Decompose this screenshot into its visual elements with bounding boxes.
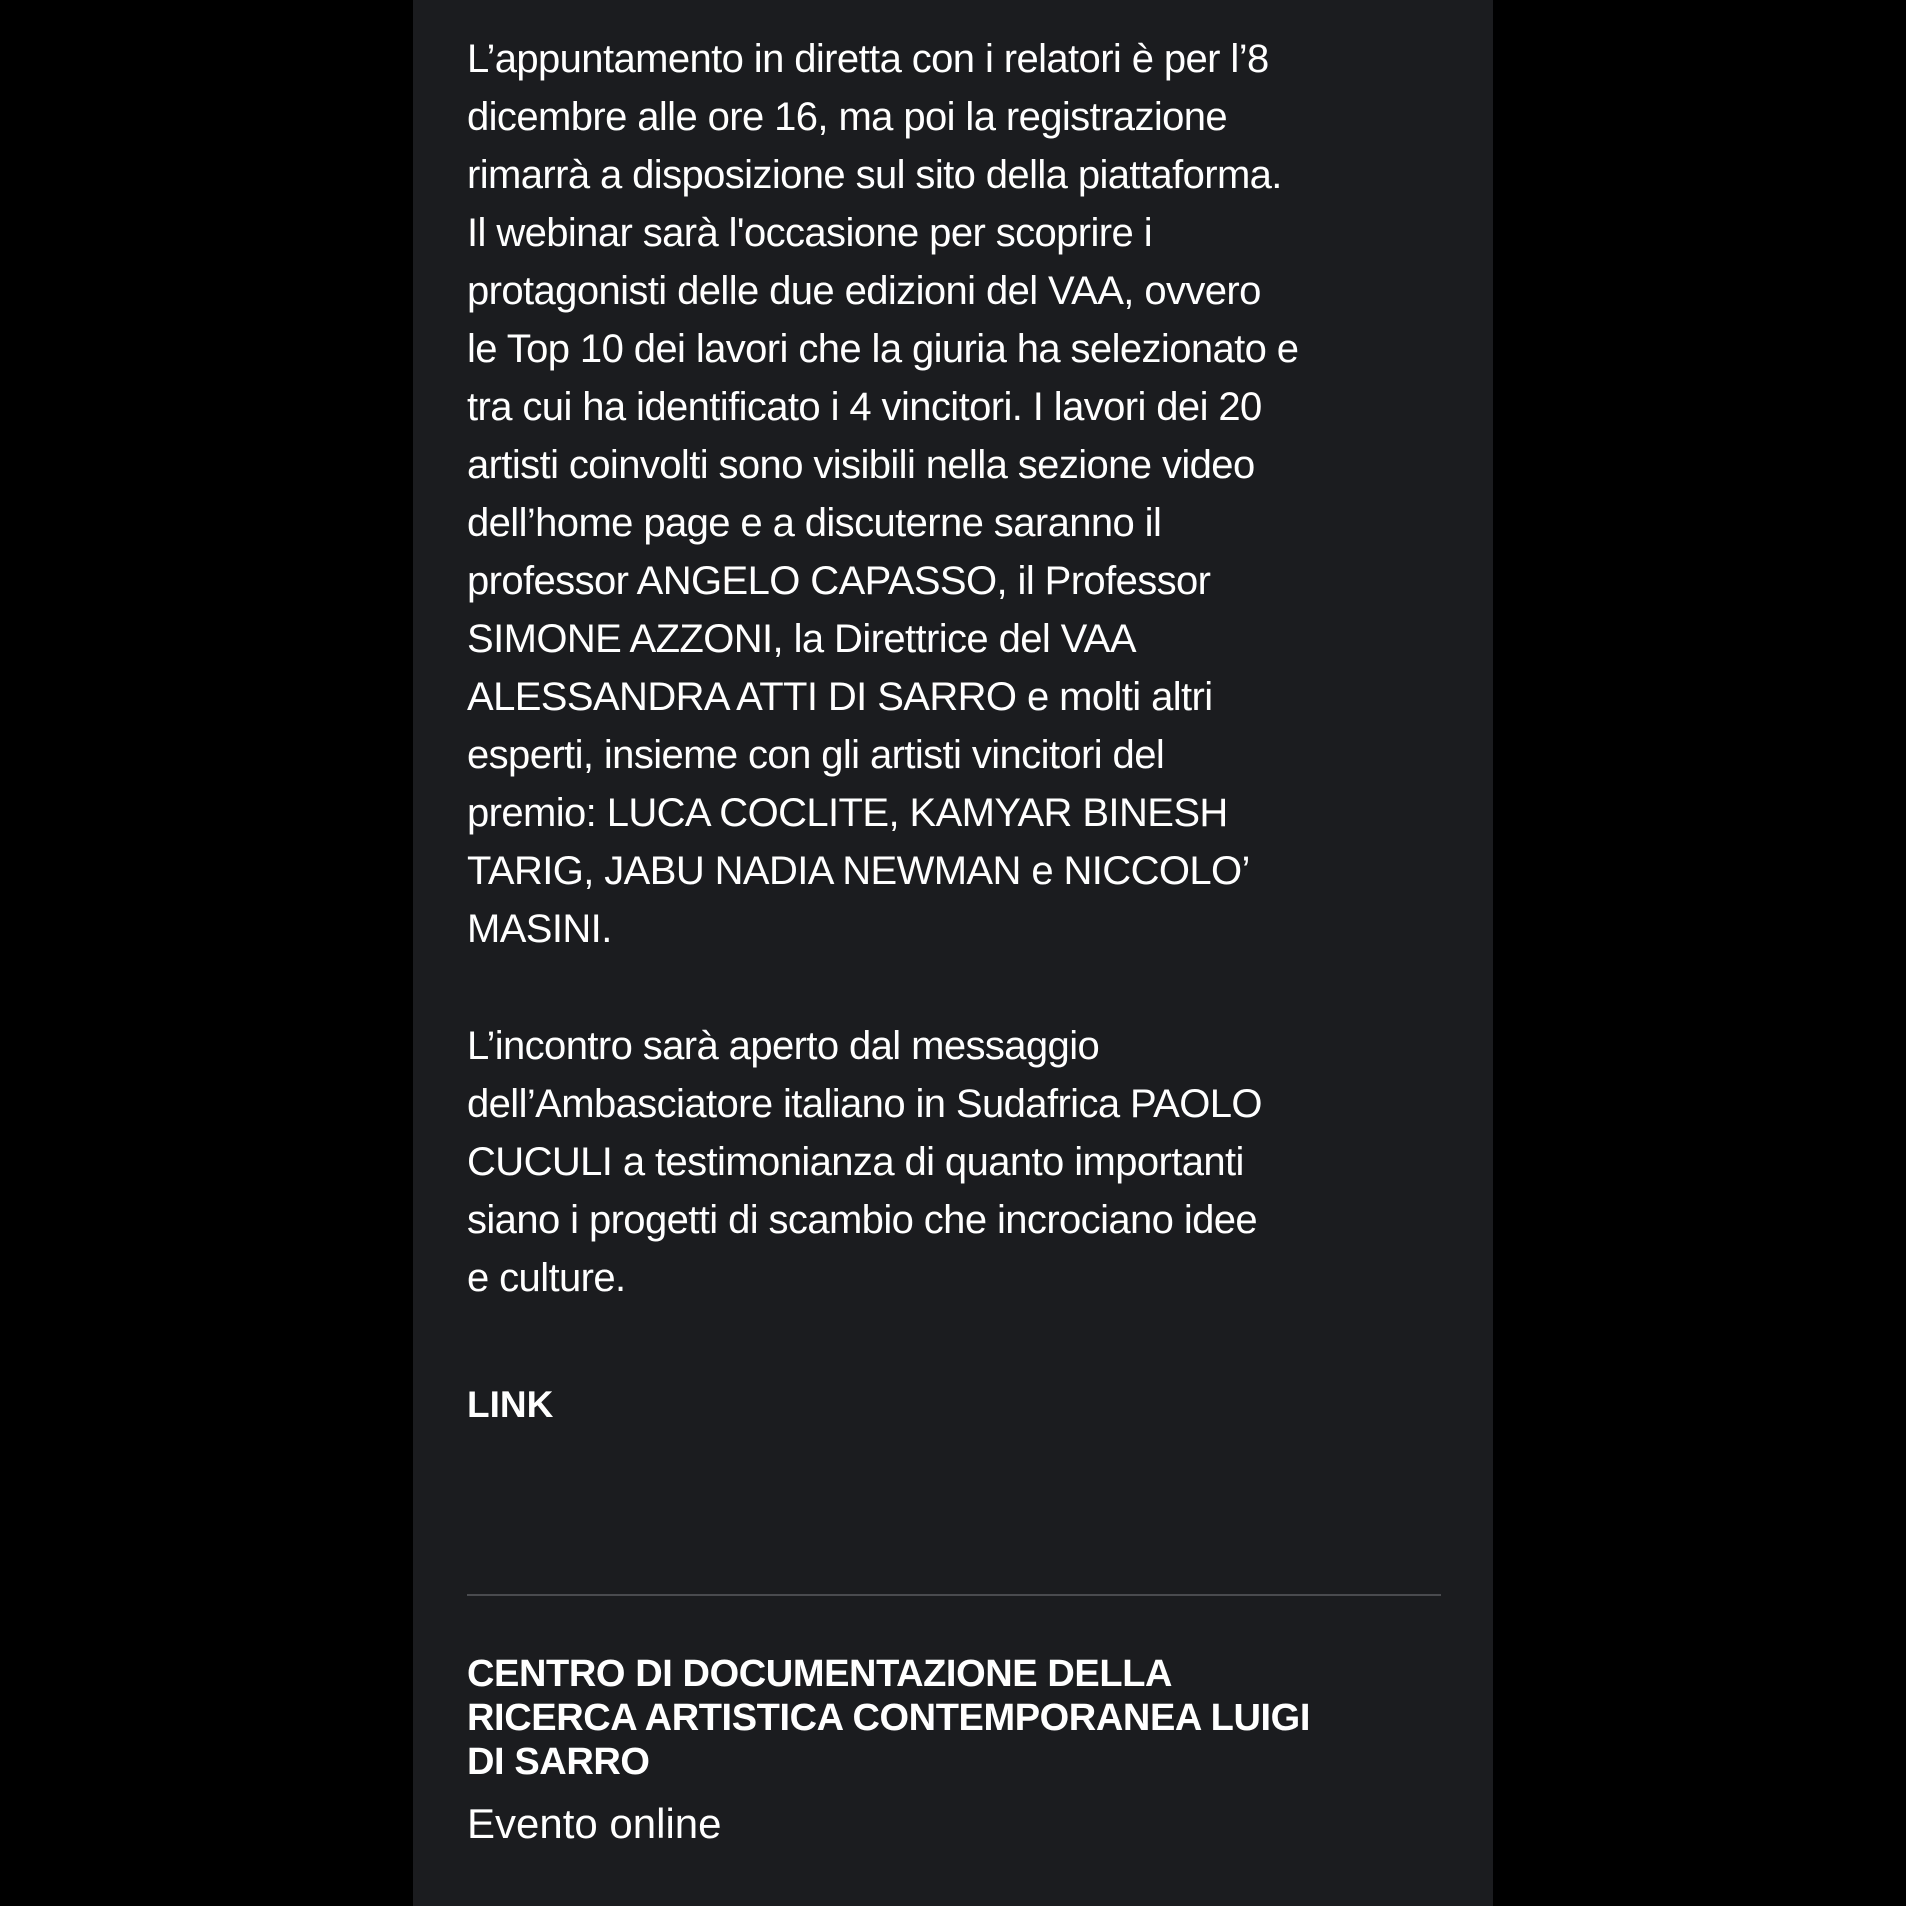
article-paragraph-ambassador: L’incontro sarà aperto dal messaggio dell’Ambasciatore italiano in Sudafrica PAOLO CUCULI a testimonianza di quanto importanti siano i progetti di scambio che incrociano idee e culture. — [467, 1024, 1262, 1300]
event-link[interactable]: LINK — [467, 1384, 554, 1425]
event-type-label: Evento online — [467, 1800, 722, 1847]
organizer-name: CENTRO DI DOCUMENTAZIONE DELLA RICERCA ARTISTICA CONTEMPORANEA LUIGI DI SARRO — [467, 1653, 1311, 1783]
section-divider — [467, 1594, 1441, 1596]
content-panel — [413, 0, 1493, 1906]
article-paragraph-webinar: L’appuntamento in diretta con i relatori è per l’8 dicembre alle ore 16, ma poi la registrazione rimarrà a disposizione sul sito della piattaforma. Il webinar sarà l'occasione per scoprire i protagonisti delle due edizioni del VAA, ovvero le Top 10 dei lavori che la giuria ha selezionato e tra cui ha identificato i 4 vincitori. I lavori dei 20 artisti coinvolti sono visibili nella sezione video dell’home page e a discuterne saranno il professor ANGELO CAPASSO, il Professor SIMONE AZZONI, la Direttrice del VAA ALESSANDRA ATTI DI SARRO e molti altri esperti, insieme con gli artisti vincitori del premio: LUCA COCLITE, KAMYAR BINESH TARIG, JABU NADIA NEWMAN e NICCOLO’ MASINI. — [467, 37, 1299, 951]
